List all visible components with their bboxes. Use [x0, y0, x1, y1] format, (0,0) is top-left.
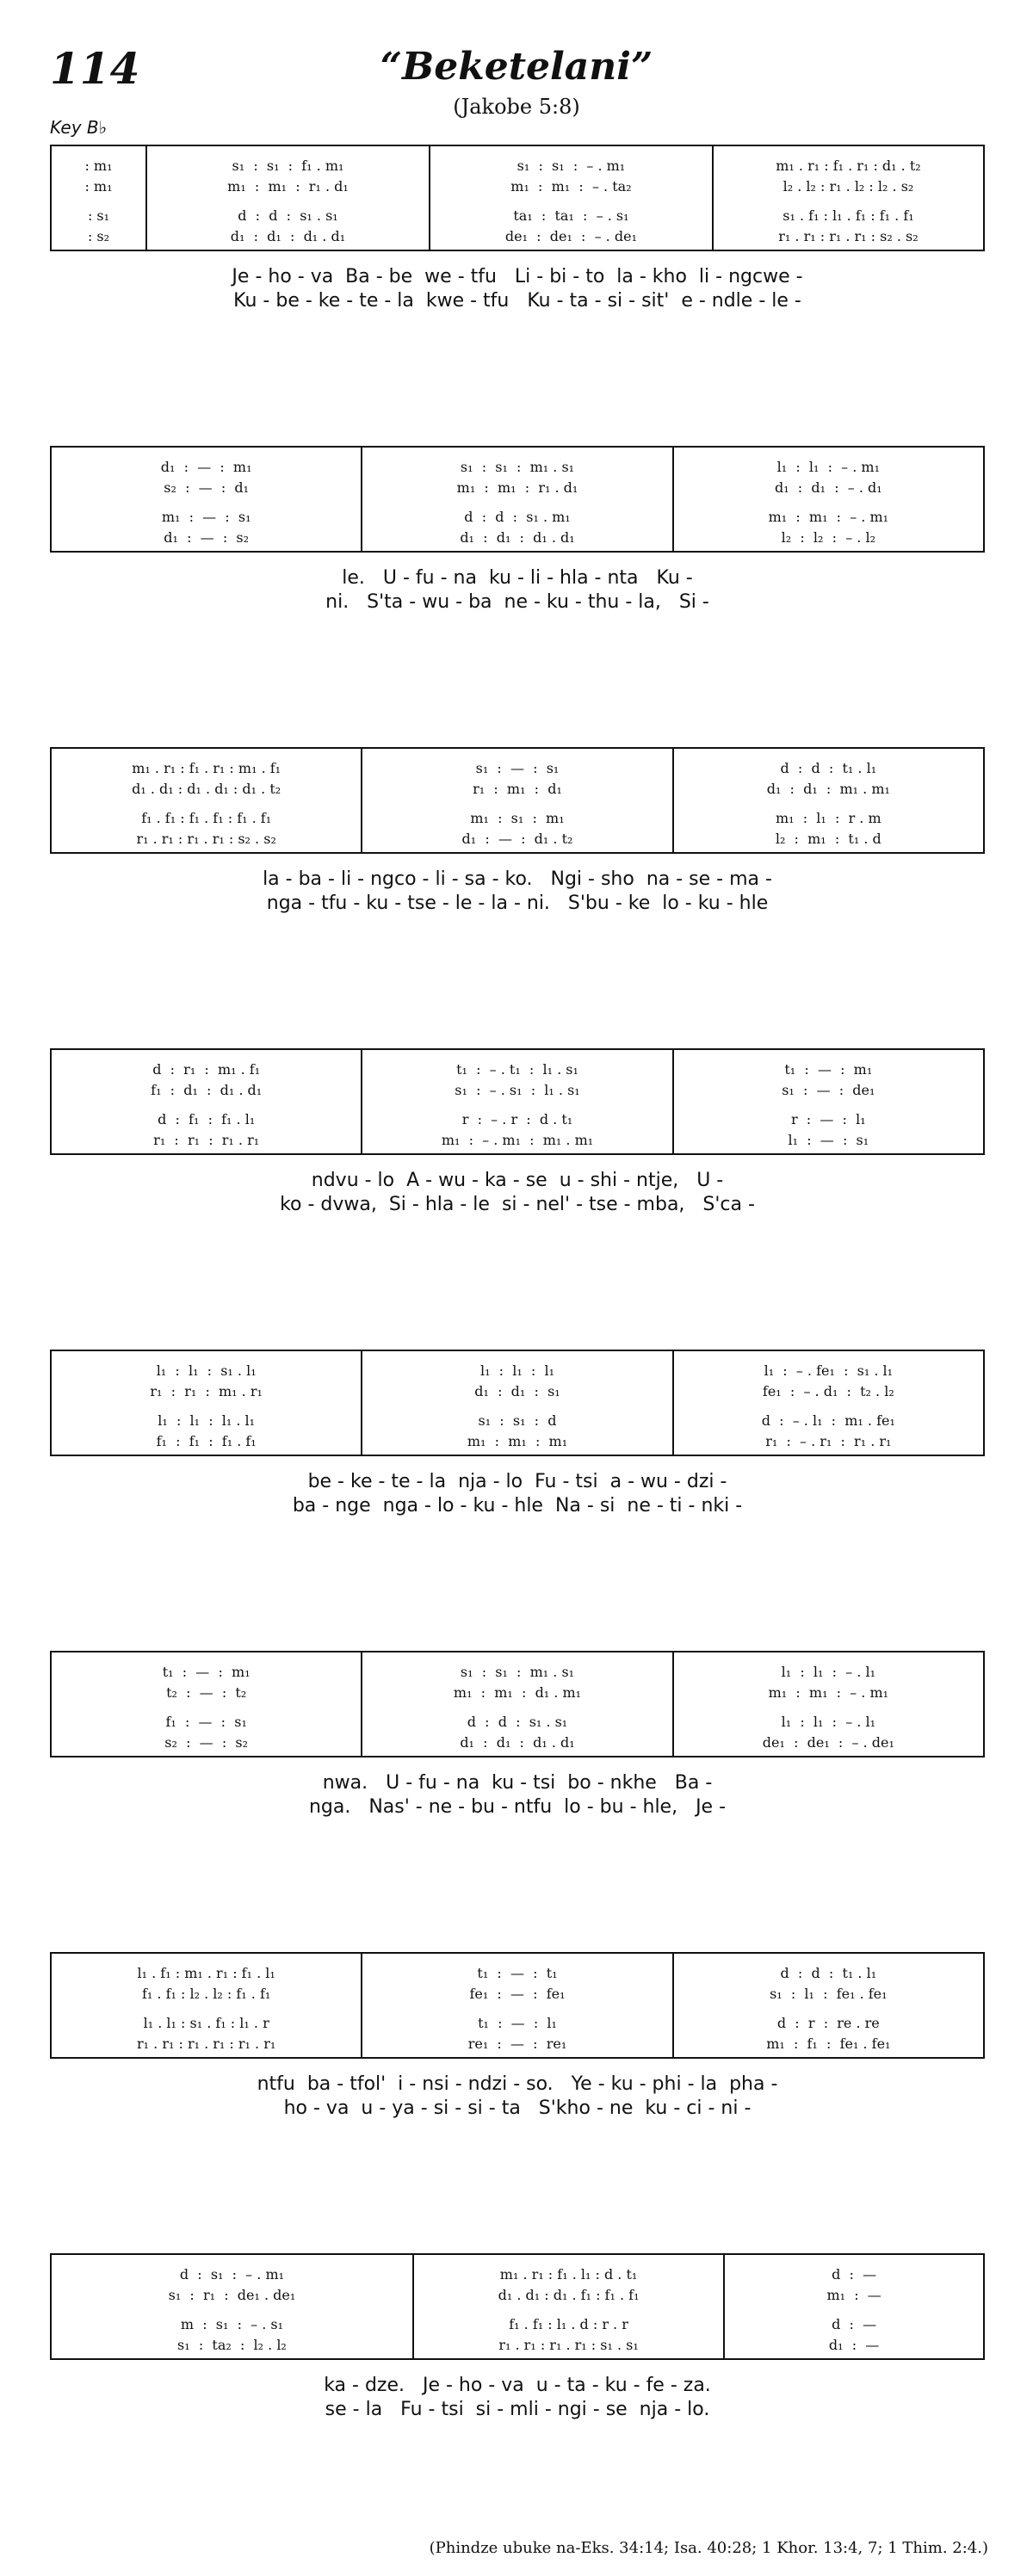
measure [429, 146, 712, 250]
music-system [50, 747, 985, 916]
voice-row: s₂ : — : d₁ [164, 479, 250, 496]
voice-row: s₁ : s₁ : m₁ . s₁ [460, 1663, 575, 1680]
music-system [50, 1952, 985, 2121]
voice-row: l₂ . l₂ : r₁ . l₂ : l₂ . s₂ [782, 177, 914, 195]
measure [52, 448, 361, 551]
lyric-line: le. U - fu - na ku - li - hla - nta Ku - [342, 567, 693, 589]
measure [361, 1050, 671, 1153]
notation-staff [50, 1350, 985, 1456]
lyrics-block [50, 1470, 985, 1518]
measure [361, 1954, 671, 2057]
voice-row: d₁ : d₁ : d₁ . d₁ [460, 528, 575, 546]
notation-staff [50, 1048, 985, 1155]
voice-row: l₁ : l₁ : l₁ [479, 1362, 555, 1379]
voice-row: d : d : s₁ . s₁ [238, 207, 338, 224]
measure [361, 448, 671, 551]
lyric-line: la - ba - li - ngco - li - sa - ko. Ngi - sho na - se - ma - [263, 868, 772, 890]
voice-row: m₁ . r₁ : f₁ . l₁ : d . t₁ [499, 2265, 638, 2283]
voice-row: s₁ : — : de₁ [782, 1081, 875, 1098]
lyric-line: ho - va u - ya - si - si - ta S'kho - ne ku - ci - ni - [283, 2097, 752, 2119]
voice-row: l₁ : – . fe₁ : s₁ . l₁ [764, 1362, 894, 1379]
voice-row: d : — [832, 2315, 877, 2332]
voice-row: f₁ : f₁ : f₁ . f₁ [156, 1432, 257, 1449]
lyrics-block [50, 1771, 985, 1819]
measure [672, 749, 983, 852]
lyrics-block [50, 265, 985, 313]
voice-row: : m₁ [84, 157, 113, 174]
voice-row: d : d : t₁ . l₁ [780, 759, 877, 776]
measure [672, 1954, 983, 2057]
voice-row: r₁ . r₁ : r₁ . r₁ : s₂ . s₂ [778, 227, 919, 244]
voice-row: l₂ : m₁ : t₁ . d [775, 830, 881, 847]
lyric-line: Ku - be - ke - te - la kwe - tfu Ku - ta - si - sit' e - ndle - le - [233, 290, 801, 312]
lyric-line: se - la Fu - tsi si - mli - ngi - se nja - lo. [325, 2399, 710, 2420]
lyrics-block [50, 2073, 985, 2121]
voice-row: ta₁ : ta₁ : – . s₁ [513, 207, 629, 224]
voice-row: m₁ : m₁ : r₁ . d₁ [227, 177, 349, 195]
voice-row: m₁ : m₁ : – . m₁ [768, 1683, 889, 1701]
lyric-line: ko - dvwa, Si - hla - le si - nel' - tse - mba, S'ca - [280, 1194, 755, 1215]
voice-row: l₁ . f₁ : m₁ . r₁ : f₁ . l₁ [137, 1964, 275, 1981]
measure [52, 1954, 361, 2057]
voice-row: t₁ : — : t₁ [477, 1964, 558, 1981]
measure [52, 2255, 412, 2358]
voice-row: r₁ : r₁ : r₁ . r₁ [153, 1131, 260, 1148]
measure [723, 2255, 983, 2358]
measure [672, 1351, 983, 1455]
key-signature: Key B♭ [50, 117, 108, 138]
voice-row: l₁ : l₁ : l₁ . l₁ [158, 1412, 256, 1429]
voice-row: m₁ . r₁ : f₁ . r₁ : d₁ . t₂ [776, 157, 921, 174]
footer-references: (Phindze ubuke na-Eks. 34:14; Isa. 40:28; 1 Khor. 13:4, 7; 1 Thim. 2:4.) [429, 2539, 988, 2557]
voice-row: r₁ : – . r₁ : r₁ . r₁ [765, 1432, 892, 1449]
lyrics-block [50, 868, 985, 916]
voice-row: l₁ : l₁ : – . m₁ [776, 458, 880, 475]
voice-row: t₁ : — : m₁ [784, 1060, 873, 1078]
voice-row: d₁ : d₁ : s₁ [474, 1382, 560, 1399]
lyric-line: ka - dze. Je - ho - va u - ta - ku - fe - za. [324, 2375, 711, 2396]
voice-row: t₁ : – . t₁ : l₁ . s₁ [456, 1060, 578, 1078]
voice-row: s₁ : s₁ : d [478, 1412, 557, 1429]
measure [52, 749, 361, 852]
measure [672, 1050, 983, 1153]
voice-row: d : — [832, 2265, 877, 2283]
notation-staff [50, 145, 985, 251]
voice-row: d : d : t₁ . l₁ [780, 1964, 877, 1981]
measure [52, 1652, 361, 1756]
voice-row: d₁ : — : m₁ [160, 458, 252, 475]
lyric-line: ni. S'ta - wu - ba ne - ku - thu - la, Si - [325, 591, 709, 613]
measure [712, 146, 983, 250]
voice-row: l₁ : l₁ : – . l₁ [781, 1713, 875, 1730]
lyric-line: Je - ho - va Ba - be we - tfu Li - bi - to la - kho li - ngcwe - [232, 266, 803, 287]
voice-row: d₁ : d₁ : – . d₁ [774, 479, 882, 496]
measure [52, 1050, 361, 1153]
voice-row: d : – . l₁ : m₁ . fe₁ [761, 1412, 895, 1429]
notation-staff [50, 1952, 985, 2059]
measure [412, 2255, 723, 2358]
lyric-line: nwa. U - fu - na ku - tsi bo - nkhe Ba - [322, 1772, 713, 1794]
voice-row: f₁ . f₁ : l₁ . d : r . r [509, 2315, 628, 2332]
voice-row: d : r₁ : m₁ . f₁ [152, 1060, 261, 1078]
voice-row: m₁ : m₁ : d₁ . m₁ [453, 1683, 582, 1701]
measure [52, 146, 145, 250]
voice-row: f₁ . f₁ : l₂ . l₂ : f₁ . f₁ [142, 1985, 271, 2002]
voice-row: d₁ . d₁ : d₁ . d₁ : d₁ . t₂ [132, 780, 281, 797]
voice-row: s₁ : s₁ : – . m₁ [516, 157, 626, 174]
voice-row: d : d : s₁ . m₁ [464, 508, 571, 525]
voice-row: m₁ : m₁ : m₁ [467, 1432, 568, 1449]
voice-row: d : s₁ : – . m₁ [179, 2265, 285, 2283]
voice-row: d₁ : d₁ : d₁ . d₁ [460, 1733, 575, 1751]
voice-row: d₁ : — : s₂ [164, 528, 250, 546]
voice-row: m₁ : m₁ : r₁ . d₁ [456, 479, 578, 496]
measure [672, 1652, 983, 1756]
voice-row: t₁ : — : l₁ [478, 2014, 557, 2031]
voice-row: d₁ . d₁ : d₁ . f₁ : f₁ . f₁ [498, 2286, 640, 2303]
voice-row: : s₁ [87, 207, 110, 224]
voice-row: m₁ : m₁ : – . m₁ [768, 508, 889, 525]
voice-row: d₁ : — [828, 2336, 880, 2353]
voice-row: s₁ : ta₂ : l₂ . l₂ [177, 2336, 287, 2353]
lyrics-block [50, 1169, 985, 1217]
song-title: “Beketelani” [380, 45, 653, 89]
notation-staff [50, 1651, 985, 1757]
lyric-line: be - ke - te - la nja - lo Fu - tsi a - wu - dzi - [307, 1471, 727, 1492]
voice-row: m₁ : l₁ : r . m [775, 809, 881, 826]
lyric-line: ba - nge nga - lo - ku - hle Na - si ne - ti - nki - [292, 1495, 743, 1517]
measure [52, 1351, 361, 1455]
voice-row: r₁ : r₁ : m₁ . r₁ [150, 1382, 263, 1399]
voice-row: m₁ : m₁ : – . ta₂ [510, 177, 632, 195]
voice-row: t₁ : — : m₁ [162, 1663, 251, 1680]
scripture-reference: (Jakobe 5:8) [453, 95, 580, 119]
music-system [50, 1350, 985, 1518]
notation-staff [50, 747, 985, 854]
voice-row: s₁ : r₁ : de₁ . de₁ [168, 2286, 296, 2303]
voice-row: : m₁ [84, 177, 113, 195]
voice-row: m : s₁ : – . s₁ [180, 2315, 284, 2332]
voice-row: r₁ . r₁ : r₁ . r₁ : r₁ . r₁ [137, 2035, 276, 2052]
music-system [50, 2253, 985, 2422]
measure [361, 1351, 671, 1455]
voice-row: r₁ . r₁ : r₁ . r₁ : s₁ . s₁ [498, 2336, 639, 2353]
voice-row: f₁ . f₁ : f₁ . f₁ : f₁ . f₁ [141, 809, 272, 826]
voice-row: d : d : s₁ . s₁ [467, 1713, 568, 1730]
lyric-line: nga. Nas' - ne - bu - ntfu lo - bu - hle, Je - [308, 1796, 727, 1818]
voice-row: d₁ : — : d₁ . t₂ [461, 830, 573, 847]
voice-row: m₁ . r₁ : f₁ . r₁ : m₁ . f₁ [132, 759, 281, 776]
voice-row: l₁ : l₁ : s₁ . l₁ [156, 1362, 257, 1379]
voice-row: d : f₁ : f₁ . l₁ [158, 1110, 256, 1127]
voice-row: l₁ : — : s₁ [788, 1131, 869, 1148]
voice-row: s₁ . f₁ : l₁ . f₁ : f₁ . f₁ [782, 207, 914, 224]
voice-row: fe₁ : — : fe₁ [469, 1985, 566, 2002]
measure [361, 749, 671, 852]
voice-row: s₁ : s₁ : m₁ . s₁ [460, 458, 575, 475]
voice-row: t₂ : — : t₂ [166, 1683, 247, 1701]
song-number: 114 [50, 43, 140, 94]
voice-row: m₁ : — [826, 2286, 881, 2303]
voice-row: de₁ : de₁ : – . de₁ [762, 1733, 894, 1751]
voice-row: d : r : re . re [776, 2014, 880, 2031]
lyric-line: ndvu - lo A - wu - ka - se u - shi - ntje, U - [311, 1170, 724, 1191]
voice-row: s₂ : — : s₂ [164, 1733, 249, 1751]
measure [145, 146, 429, 250]
voice-row: f₁ : — : s₁ [165, 1713, 247, 1730]
voice-row: r : – . r : d . t₁ [461, 1110, 573, 1127]
voice-row: d₁ : d₁ : m₁ . m₁ [766, 780, 890, 797]
music-system [50, 446, 985, 615]
voice-row: fe₁ : – . d₁ : t₂ . l₂ [762, 1382, 894, 1399]
voice-row: l₂ : l₂ : – . l₂ [781, 528, 875, 546]
lyrics-block [50, 566, 985, 615]
voice-row: r₁ . r₁ : r₁ . r₁ : s₂ . s₂ [136, 830, 276, 847]
music-system [50, 145, 985, 313]
measure [361, 1652, 671, 1756]
voice-row: r : — : l₁ [790, 1110, 866, 1127]
lyrics-block [50, 2374, 985, 2422]
music-system [50, 1048, 985, 1217]
voice-row: r₁ : m₁ : d₁ [473, 780, 562, 797]
voice-row: l₁ : l₁ : – . l₁ [781, 1663, 875, 1680]
voice-row: m₁ : — : s₁ [161, 508, 251, 525]
voice-row: re₁ : — : re₁ [467, 2035, 567, 2052]
voice-row: d₁ : d₁ : d₁ . d₁ [230, 227, 346, 244]
voice-row: f₁ : d₁ : d₁ . d₁ [151, 1081, 263, 1098]
voice-row: s₁ : — : s₁ [475, 759, 560, 776]
voice-row: s₁ : s₁ : f₁ . m₁ [232, 157, 344, 174]
notation-staff [50, 446, 985, 553]
voice-row: s₁ : l₁ : fe₁ . fe₁ [770, 1985, 888, 2002]
voice-row: m₁ : f₁ : fe₁ . fe₁ [766, 2035, 891, 2052]
voice-row: s₁ : – . s₁ : l₁ . s₁ [455, 1081, 580, 1098]
voice-row: l₁ . l₁ : s₁ . f₁ : l₁ . r [143, 2014, 269, 2031]
voice-row: m₁ : – . m₁ : m₁ . m₁ [441, 1131, 594, 1148]
voice-row: : s₂ [87, 227, 110, 244]
voice-row: de₁ : de₁ : – . de₁ [504, 227, 637, 244]
lyric-line: ntfu ba - tfol' i - nsi - ndzi - so. Ye - ku - phi - la pha - [257, 2073, 778, 2095]
lyric-line: nga - tfu - ku - tse - le - la - ni. S'bu - ke lo - ku - hle [266, 893, 769, 914]
notation-staff [50, 2253, 985, 2360]
measure [672, 448, 983, 551]
voice-row: m₁ : s₁ : m₁ [470, 809, 565, 826]
music-system [50, 1651, 985, 1819]
